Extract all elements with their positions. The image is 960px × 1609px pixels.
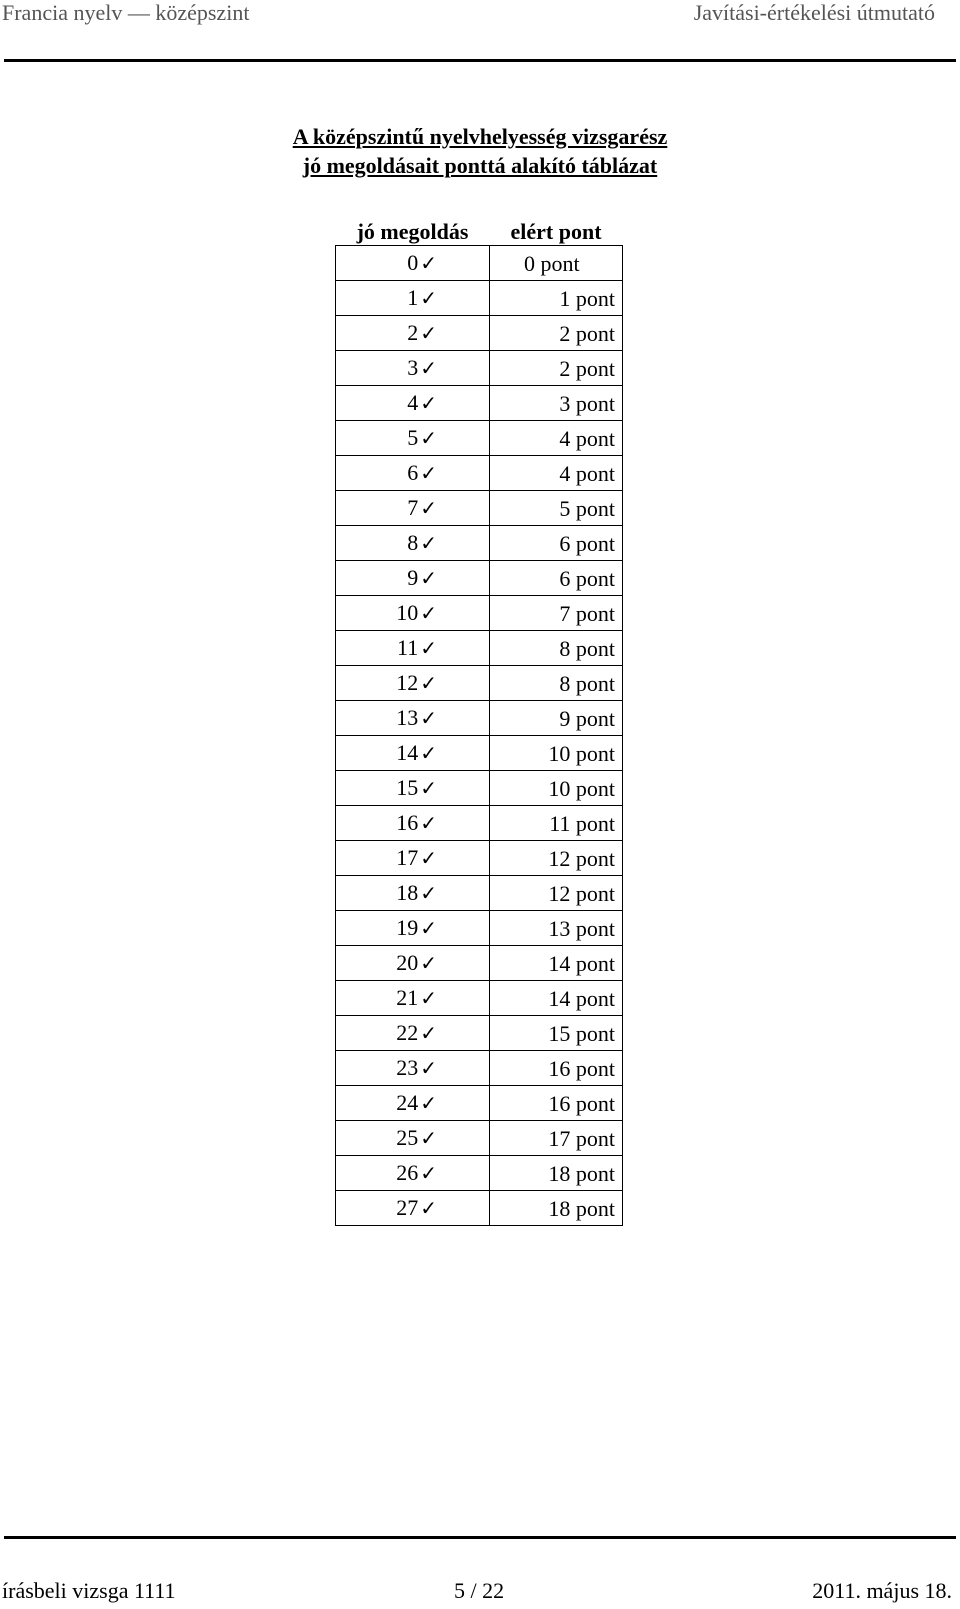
checkmark-icon: ✓ [420,671,437,695]
cell-points: 6 pont [490,526,623,561]
cell-points: 3 pont [490,386,623,421]
cell-correct-count [336,281,490,316]
table-row [336,736,623,771]
correct-count: 5 [407,425,419,450]
title-line-1: A középszintű nyelvhelyesség vizsgarész [292,124,668,149]
cell-correct-count [336,666,490,701]
checkmark-icon: ✓ [420,846,437,870]
table-row [336,701,623,736]
cell-correct-count [336,736,490,771]
correct-count: 18 [396,880,419,905]
checkmark-icon: ✓ [420,461,437,485]
cell-correct-count [336,1016,490,1051]
page-header [0,0,960,62]
cell-points: 10 pont [490,736,623,771]
correct-count: 16 [396,810,419,835]
cell-points: 17 pont [490,1121,623,1156]
correct-count: 7 [407,495,419,520]
table-row [336,456,623,491]
table-row [336,351,623,386]
table-row [336,1121,623,1156]
table-row [336,876,623,911]
checkmark-icon: ✓ [420,1056,437,1080]
cell-points: 16 pont [490,1051,623,1086]
checkmark-icon: ✓ [420,566,437,590]
correct-count: 11 [397,635,419,660]
checkmark-icon: ✓ [420,636,437,660]
cell-points: 13 pont [490,911,623,946]
cell-correct-count [336,1156,490,1191]
checkmark-icon: ✓ [420,496,437,520]
cell-points: 14 pont [490,946,623,981]
correct-count: 3 [407,355,419,380]
cell-correct-count [336,876,490,911]
cell-correct-count [336,911,490,946]
correct-count: 4 [407,390,419,415]
cell-points: 12 pont [490,841,623,876]
cell-points: 8 pont [490,666,623,701]
correct-count: 24 [396,1090,419,1115]
checkmark-icon: ✓ [420,776,437,800]
table-row [336,981,623,1016]
cell-points: 14 pont [490,981,623,1016]
header-doc-type: Javítási-értékelési útmutató [693,0,935,25]
table-row [336,281,623,316]
page-title [0,122,960,180]
cell-points: 1 pont [490,281,623,316]
checkmark-icon: ✓ [420,1196,437,1220]
cell-correct-count [336,631,490,666]
cell-points: 4 pont [490,421,623,456]
cell-points: 11 pont [490,806,623,841]
table-row [336,841,623,876]
table-row [336,596,623,631]
correct-count: 22 [396,1020,419,1045]
table-row [336,246,623,281]
cell-points: 8 pont [490,631,623,666]
table-row [336,561,623,596]
table-row [336,806,623,841]
checkmark-icon: ✓ [420,356,437,380]
cell-points: 7 pont [490,596,623,631]
cell-correct-count [336,771,490,806]
table-row [336,1086,623,1121]
checkmark-icon: ✓ [420,1161,437,1185]
checkmark-icon: ✓ [420,286,437,310]
cell-correct-count [336,946,490,981]
cell-correct-count [336,841,490,876]
header-rule [4,59,956,62]
checkmark-icon: ✓ [420,881,437,905]
checkmark-icon: ✓ [420,741,437,765]
table-header-row [336,211,623,246]
correct-count: 17 [396,845,419,870]
cell-correct-count [336,806,490,841]
cell-correct-count [336,1121,490,1156]
cell-points: 2 pont [490,316,623,351]
cell-correct-count [336,981,490,1016]
cell-correct-count [336,386,490,421]
cell-points: 16 pont [490,1086,623,1121]
cell-points: 12 pont [490,876,623,911]
cell-points: 18 pont [490,1156,623,1191]
cell-points: 2 pont [490,351,623,386]
checkmark-icon: ✓ [420,531,437,555]
cell-correct-count [336,526,490,561]
table-row [336,316,623,351]
checkmark-icon: ✓ [420,1126,437,1150]
footer-date: 2011. május 18. [812,1578,952,1603]
correct-count: 8 [407,530,419,555]
correct-count: 19 [396,915,419,940]
table-row [336,1016,623,1051]
table-row [336,491,623,526]
conversion-table [335,211,623,1226]
cell-correct-count [336,246,490,281]
checkmark-icon: ✓ [420,601,437,625]
cell-correct-count [336,491,490,526]
table-row [336,526,623,561]
correct-count: 26 [396,1160,419,1185]
cell-correct-count [336,316,490,351]
correct-count: 27 [396,1195,419,1220]
footer-page-number: 5 / 22 [454,1578,505,1603]
cell-correct-count [336,421,490,456]
checkmark-icon: ✓ [420,426,437,450]
correct-count: 12 [396,670,419,695]
table-row [336,946,623,981]
checkmark-icon: ✓ [420,1021,437,1045]
correct-count: 1 [407,285,419,310]
cell-correct-count [336,1051,490,1086]
correct-count: 25 [396,1125,419,1150]
correct-count: 14 [396,740,419,765]
table-row [336,666,623,701]
cell-points: 5 pont [490,491,623,526]
cell-correct-count [336,456,490,491]
cell-points: 4 pont [490,456,623,491]
table-row [336,1051,623,1086]
checkmark-icon: ✓ [420,986,437,1010]
title-line-2: jó megoldásait ponttá alakító táblázat [302,153,658,178]
table-body [336,246,623,1226]
table-row [336,911,623,946]
table-row [336,421,623,456]
cell-points: 15 pont [490,1016,623,1051]
correct-count: 6 [407,460,419,485]
correct-count: 0 [407,250,419,275]
checkmark-icon: ✓ [420,251,437,275]
checkmark-icon: ✓ [420,951,437,975]
cell-points: 9 pont [490,701,623,736]
correct-count: 23 [396,1055,419,1080]
table-row [336,631,623,666]
cell-points: 10 pont [490,771,623,806]
checkmark-icon: ✓ [420,811,437,835]
col-header-points: elért pont [510,219,602,244]
footer-rule [4,1536,956,1539]
correct-count: 9 [407,565,419,590]
correct-count: 20 [396,950,419,975]
table-row [336,386,623,421]
correct-count: 21 [396,985,419,1010]
cell-points: 6 pont [490,561,623,596]
table-row [336,771,623,806]
checkmark-icon: ✓ [420,706,437,730]
correct-count: 2 [407,320,419,345]
col-header-correct: jó megoldás [356,219,469,244]
cell-correct-count [336,1086,490,1121]
cell-correct-count [336,596,490,631]
table-row [336,1156,623,1191]
correct-count: 15 [396,775,419,800]
cell-correct-count [336,561,490,596]
checkmark-icon: ✓ [420,916,437,940]
checkmark-icon: ✓ [420,1091,437,1115]
cell-correct-count [336,701,490,736]
correct-count: 13 [396,705,419,730]
cell-correct-count [336,351,490,386]
footer-exam: írásbeli vizsga 1111 [2,1578,176,1603]
checkmark-icon: ✓ [420,321,437,345]
checkmark-icon: ✓ [420,391,437,415]
header-subject: Francia nyelv — középszint [2,0,250,25]
table-row [336,1191,623,1226]
correct-count: 10 [396,600,419,625]
cell-correct-count [336,1191,490,1226]
cell-points: 18 pont [490,1191,623,1226]
cell-points: 0 pont [490,246,623,281]
